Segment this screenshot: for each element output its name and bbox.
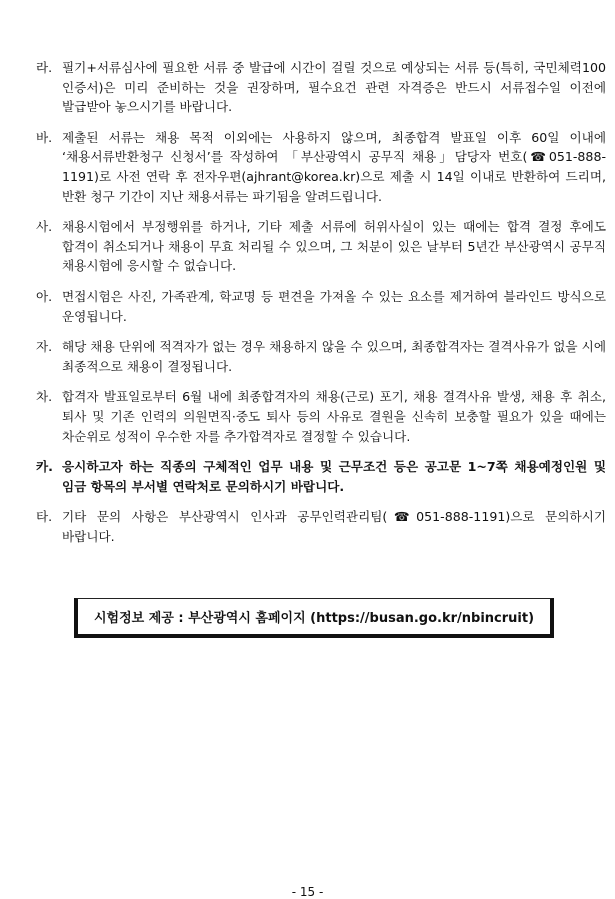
notice-list (36, 58, 606, 557)
item-marker: 카. (36, 459, 53, 475)
item-text: 제출된 서류는 채용 목적 이외에는 사용하지 않으며, 최종합격 발표일 이후 60일 이내에 ‘채용서류반환청구 신청서’를 작성하여 「부산광역시 공무직 채용」담당자 번호(☎051-888-1191)로 사전 연락 후 전자우편(ajhrant@korea.kr)으로 제출 시 14일 이내로 반환하여 드리며, 반환 청구 기간이 지난 채용서류는 파기됨을 알려드립니다. (62, 129, 606, 204)
item-text: 필기+서류심사에 필요한 서류 중 발급에 시간이 걸릴 것으로 예상되는 서류 등(특히, 국민체력100 인증서)은 미리 준비하는 것을 권장하며, 필수요건 관련 자격증은 반드시 서류접수일 이전에 발급받아 놓으시기를 바랍니다. (62, 60, 606, 115)
exam-info-box (74, 598, 554, 638)
item-marker: 아. (36, 288, 53, 304)
page-number: - 15 - (291, 885, 324, 899)
notice-item-ja (36, 337, 606, 376)
notice-item-cha (36, 387, 606, 446)
notice-item-ba (36, 128, 606, 206)
item-marker: 자. (36, 339, 53, 355)
item-text: 응시하고자 하는 직종의 구체적인 업무 내용 및 근무조건 등은 공고문 1~7쪽 채용예정인원 및 임금 항목의 부서별 연락처로 문의하시기 바랍니다. (62, 459, 606, 494)
item-text: 기타 문의 사항은 부산광역시 인사과 공무인력관리팀(☎051-888-1191)으로 문의하시기 바랍니다. (62, 509, 606, 544)
item-text: 합격자 발표일로부터 6월 내에 최종합격자의 채용(근로) 포기, 채용 결격사유 발생, 채용 후 취소, 퇴사 및 기존 인력의 의원면직·중도 퇴사 등의 사유로 결원을 신속히 보충할 필요가 있을 때에는 차순위로 성적이 우수한 자를 추가합격자로 결정할 수 있습니다. (62, 389, 606, 444)
notice-item-a (36, 287, 606, 326)
item-text: 면접시험은 사진, 가족관계, 학교명 등 편견을 가져올 수 있는 요소를 제거하여 블라인드 방식으로 운영됩니다. (62, 288, 606, 324)
exam-info-text: 시험정보 제공 : 부산광역시 홈페이지 (https://busan.go.kr/nbincruit) (93, 611, 535, 626)
notice-item-ra (36, 58, 606, 117)
item-text: 해당 채용 단위에 적격자가 없는 경우 채용하지 않을 수 있으며, 최종합격자는 결격사유가 없을 시에 최종적으로 채용이 결정됩니다. (62, 339, 606, 374)
item-text: 채용시험에서 부정행위를 하거나, 기타 제출 서류에 허위사실이 있는 때에는 합격 결정 후에도 합격이 취소되거나 채용이 무효 처리될 수 있으며, 그 처분이 있은 날부터 5년간 부산광역시 공무직 채용시험에 응시할 수 없습니다. (62, 219, 606, 274)
notice-item-ka (36, 457, 606, 496)
notice-item-ta (36, 507, 606, 546)
item-marker: 차. (36, 389, 53, 405)
item-marker: 사. (36, 219, 53, 235)
notice-item-sa (36, 217, 606, 276)
item-marker: 라. (36, 60, 53, 75)
item-marker: 타. (36, 509, 53, 525)
item-marker: 바. (36, 129, 53, 145)
